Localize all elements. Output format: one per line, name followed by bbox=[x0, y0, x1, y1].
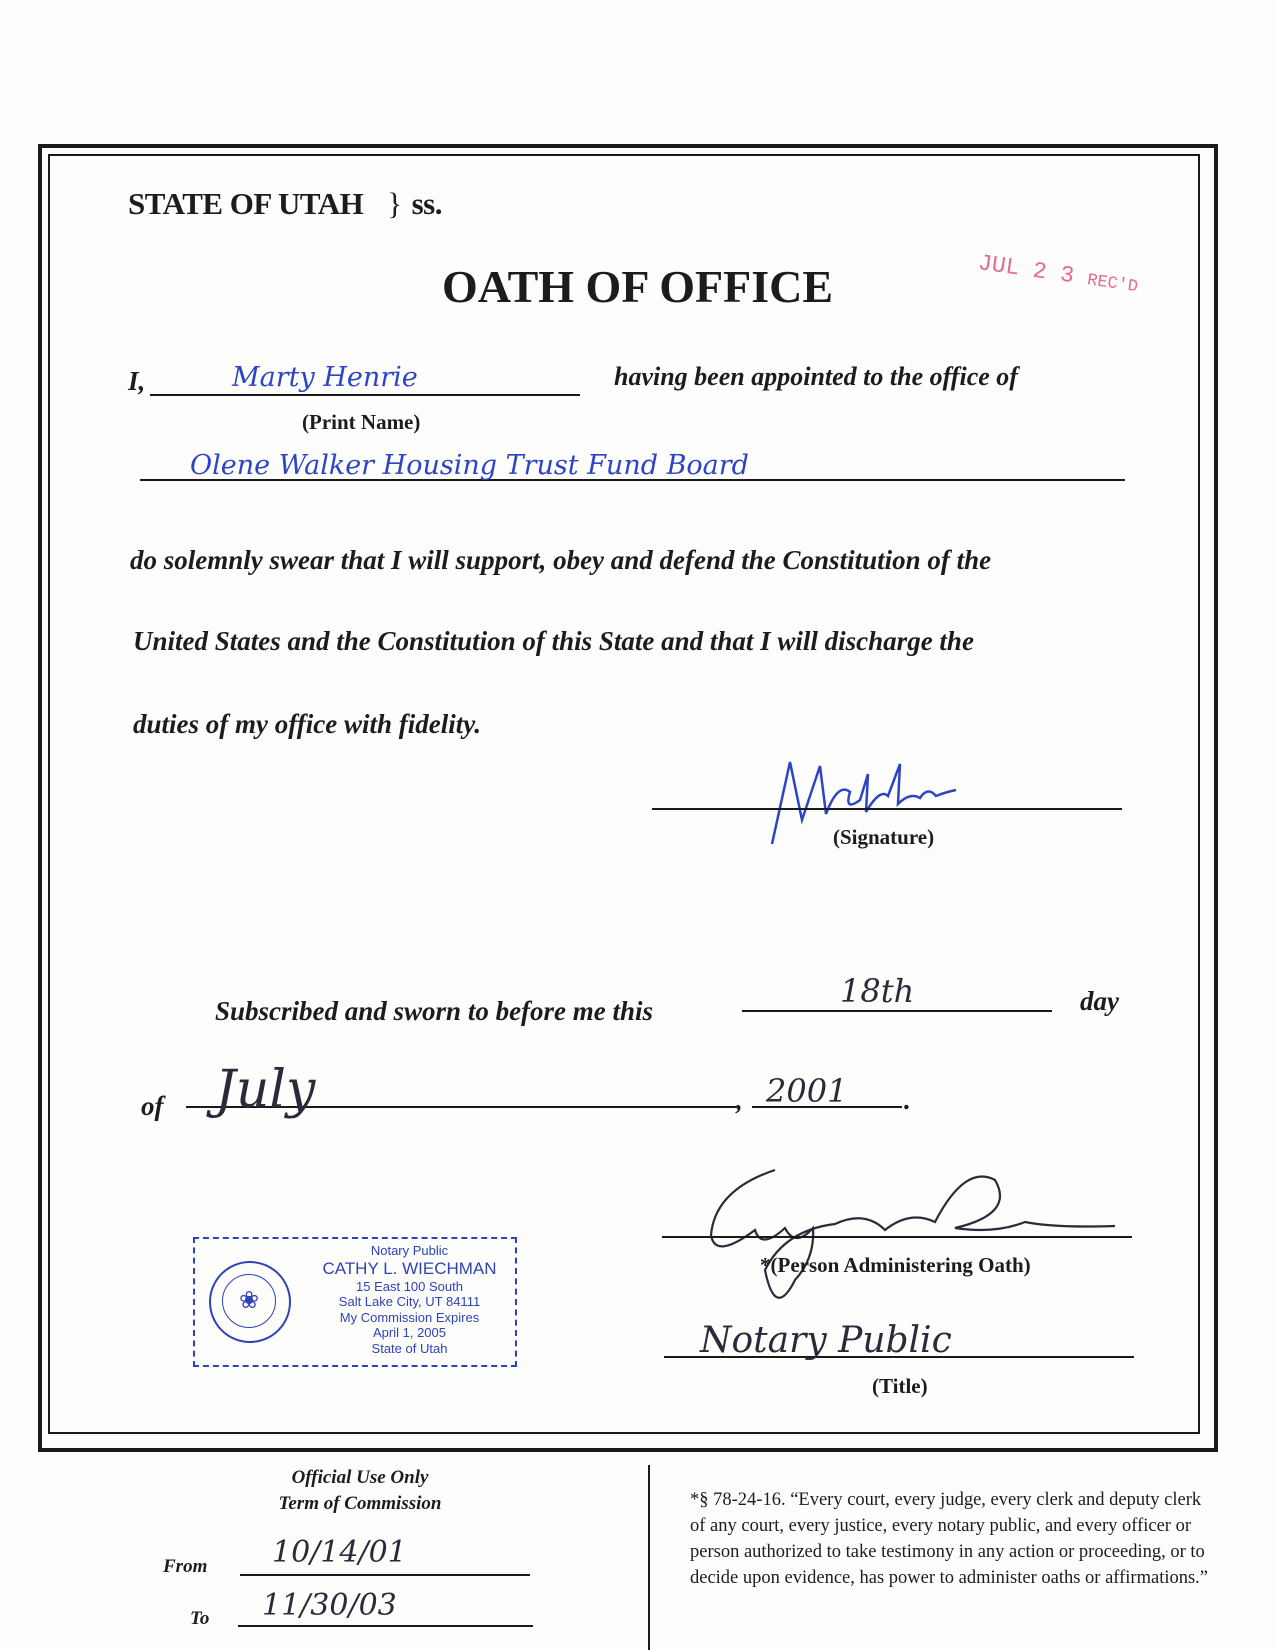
oath-body-line-2: United States and the Constitution of this State and that I will discharge the bbox=[133, 626, 974, 656]
oath-prefix: I, bbox=[128, 366, 146, 396]
notary-address1: 15 East 100 South bbox=[356, 1278, 463, 1294]
notary-commission: My Commission Expires bbox=[339, 1309, 480, 1325]
title-value: Notary Public bbox=[700, 1320, 952, 1361]
notary-line1: Notary Public bbox=[370, 1243, 449, 1258]
notary-name: CATHY L. WIECHMAN bbox=[322, 1258, 497, 1278]
footer-divider bbox=[648, 1465, 650, 1650]
day-line bbox=[742, 1010, 1052, 1012]
from-label: From bbox=[163, 1556, 208, 1577]
oath-body-line-3: duties of my office with fidelity. bbox=[133, 709, 481, 739]
print-name-caption: (Print Name) bbox=[302, 410, 421, 434]
of-label: of bbox=[141, 1091, 164, 1121]
statute-text: *§ 78-24-16. “Every court, every judge, every clerk and deputy clerk of any court, every justice, every notary public, and every officer or person authorized to take testimony in any action or proceeding, or to decide upon evidence, has power to administer oaths or affirmations.” bbox=[690, 1490, 1209, 1588]
year-value: 2001 bbox=[766, 1072, 848, 1110]
ss-abbrev: ss. bbox=[411, 186, 442, 221]
subscribed-text: Subscribed and sworn to before me this bbox=[215, 996, 654, 1026]
state-heading bbox=[128, 186, 442, 222]
signature-caption: (Signature) bbox=[833, 825, 935, 849]
notary-expires: April 1, 2005 bbox=[373, 1325, 446, 1340]
administrator-signature-scribble bbox=[695, 1150, 1135, 1330]
administrator-signature-line bbox=[662, 1236, 1132, 1238]
office-value: Olene Walker Housing Trust Fund Board bbox=[190, 450, 749, 481]
to-value: 11/30/03 bbox=[262, 1588, 397, 1623]
oath-body-line-1: do solemnly swear that I will support, obey and defend the Constitution of the bbox=[130, 545, 992, 575]
seal-eagle-icon: ❀ bbox=[222, 1274, 276, 1328]
from-line bbox=[240, 1574, 530, 1576]
print-name-line bbox=[150, 394, 580, 396]
from-value: 10/14/01 bbox=[272, 1535, 407, 1570]
signature-line bbox=[652, 808, 1122, 810]
day-label: day bbox=[1080, 986, 1119, 1016]
to-label: To bbox=[190, 1608, 210, 1629]
notary-address2: Salt Lake City, UT 84111 bbox=[338, 1294, 481, 1309]
appointed-text: having been appointed to the office of bbox=[614, 362, 1018, 391]
to-line bbox=[238, 1625, 533, 1627]
state-seal bbox=[209, 1261, 291, 1343]
month-value: July bbox=[215, 1060, 316, 1120]
notary-state: State of Utah bbox=[371, 1340, 448, 1356]
received-date: JUL 2 3 bbox=[976, 250, 1076, 290]
title-caption: (Title) bbox=[872, 1374, 928, 1398]
received-label: REC'D bbox=[1085, 271, 1140, 298]
notary-stamp-text bbox=[307, 1243, 512, 1356]
venue-brace: } bbox=[387, 186, 402, 221]
day-value: 18th bbox=[840, 972, 915, 1010]
official-use-line1: Official Use Only bbox=[291, 1467, 429, 1488]
year-period: . bbox=[904, 1085, 911, 1115]
official-use-heading bbox=[260, 1465, 460, 1517]
notary-stamp bbox=[193, 1237, 517, 1367]
month-comma: , bbox=[736, 1085, 743, 1115]
administrator-caption: *(Person Administering Oath) bbox=[760, 1253, 1031, 1277]
state-name: STATE OF UTAH bbox=[128, 186, 364, 221]
official-use-line2: Term of Commission bbox=[278, 1493, 442, 1514]
print-name-value: Marty Henrie bbox=[232, 362, 418, 393]
page-title: OATH OF OFFICE bbox=[442, 261, 833, 312]
